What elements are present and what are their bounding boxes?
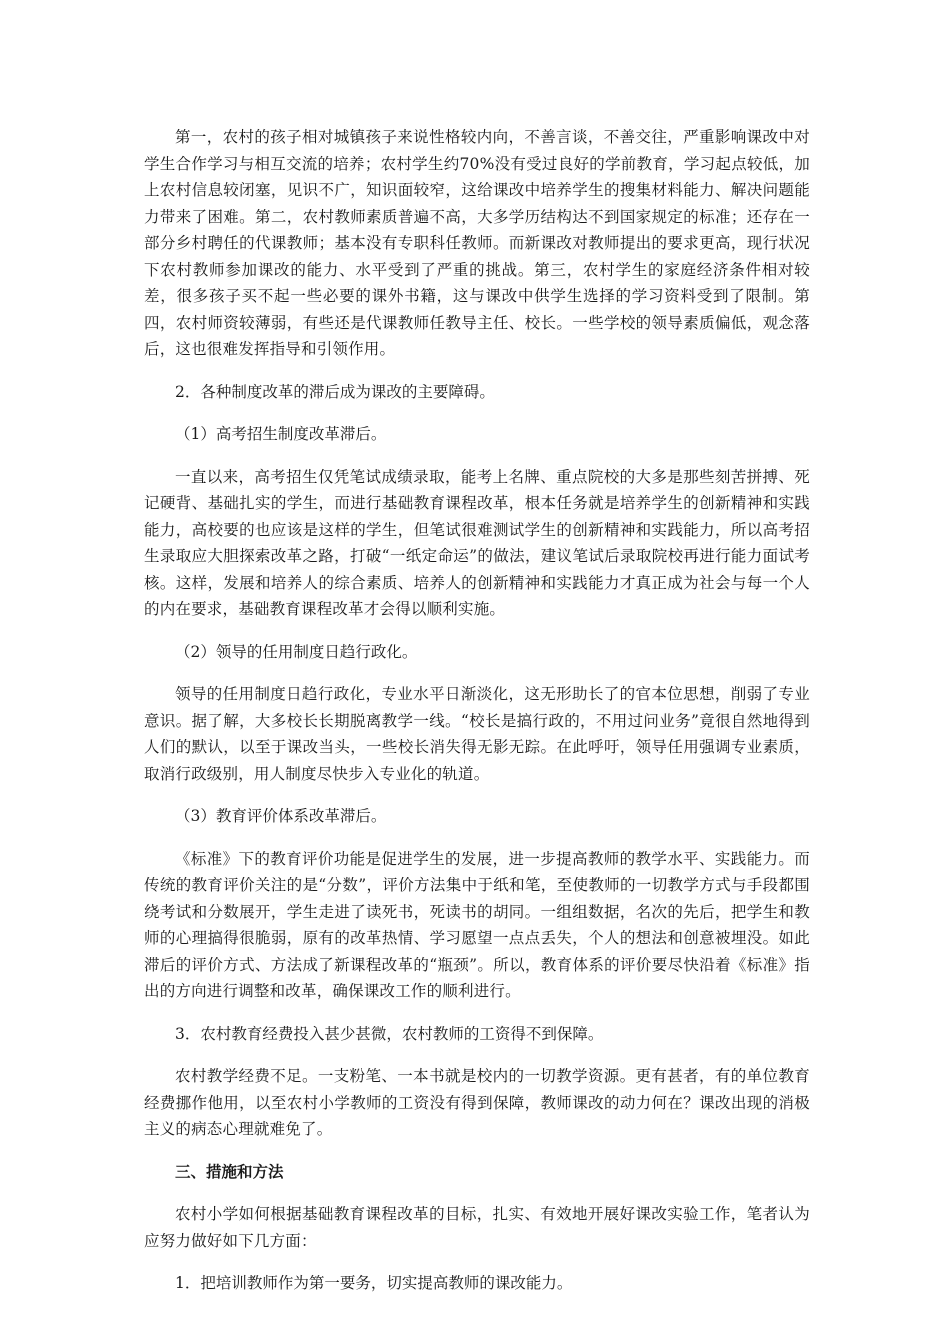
- point-3-heading: 3．农村教育经费投入甚少甚微，农村教师的工资得不到保障。: [175, 1024, 604, 1043]
- subpoint-1-heading: （1）高考招生制度改革滞后。: [175, 425, 387, 443]
- paragraph-rural-conditions: 第一，农村的孩子相对城镇孩子来说性格较内向，不善言谈，不善交往，严重影响课改中对学生合作学习与相互交流的培养；农村学生约70%没有受过良好的学前教育，学习起点较低，加上农村信息较闭塞，见识不广，知识面较窄，这给课改中培养学生的搜集材料能力、解决问题能力带来了困难。第二，农村教师素质普遍不高，大多学历结构达不到国家规定的标准；还存在一部分乡村聘任的代课教师；基本没有专职科任教师。而新课改对教师提出的要求更高，现行状况下农村教师参加课改的能力、水平受到了严重的挑战。第三，农村学生的家庭经济条件相对较差，很多孩子买不起一些必要的课外书籍，这与课改中供学生选择的学习资料受到了限制。第四，农村师资较薄弱，有些还是代课教师任教导主任、校长。一些学校的领导素质偏低，观念落后，这也很难发挥指导和引领作用。: [144, 128, 810, 358]
- document-page: [144, 124, 810, 1297]
- section-three-heading: 三、措施和方法: [175, 1162, 284, 1181]
- subpoint-3-heading: （3）教育评价体系改革滞后。: [175, 807, 387, 825]
- paragraph-measures-intro: 农村小学如何根据基础教育课程改革的目标，扎实、有效地开展好课改实验工作，笔者认为应努力做好如下几方面：: [144, 1205, 810, 1250]
- point-2-heading: 2．各种制度改革的滞后成为课改的主要障碍。: [175, 382, 495, 401]
- measure-1-heading: 1．把培训教师作为第一要务，切实提高教师的课改能力。: [175, 1274, 573, 1292]
- paragraph-funding: 农村教学经费不足。一支粉笔、一本书就是校内的一切教学资源。更有甚者，有的单位教育经费挪作他用，以至农村小学教师的工资没有得到保障，教师课改的动力何在？课改出现的消极主义的病态心理就难免了。: [144, 1067, 810, 1138]
- paragraph-evaluation: 《标准》下的教育评价功能是促进学生的发展，进一步提高教师的教学水平、实践能力。而传统的教育评价关注的是“分数”，评价方法集中于纸和笔，至使教师的一切教学方式与手段都围绕考试和分数展开，学生走进了读死书，死读书的胡同。一组组数据，名次的先后，把学生和教师的心理搞得很脆弱，原有的改革热情、学习愿望一点点丢失，个人的想法和创意被埋没。如此滞后的评价方式、方法成了新课程改革的“瓶颈”。所以，教育体系的评价要尽快沿着《标准》指出的方向进行调整和改革，确保课改工作的顺利进行。: [144, 849, 810, 1000]
- paragraph-exam-reform: 一直以来，高考招生仅凭笔试成绩录取，能考上名牌、重点院校的大多是那些刻苦拼搏、死记硬背、基础扎实的学生，而进行基础教育课程改革，根本任务就是培养学生的创新精神和实践能力，高校要的也应该是这样的学生，但笔试很难测试学生的创新精神和实践能力，所以高考招生录取应大胆探索改革之路，打破“一纸定命运”的做法，建议笔试后录取院校再进行能力面试考核。这样，发展和培养人的综合素质、培养人的创新精神和实践能力才真正成为社会与每一个人的内在要求，基础教育课程改革才会得以顺利实施。: [144, 467, 810, 618]
- paragraph-leadership: 领导的任用制度日趋行政化，专业水平日渐淡化，这无形助长了的官本位思想，削弱了专业意识。据了解，大多校长长期脱离教学一线。“校长是搞行政的，不用过问业务”竟很自然地得到人们的默认，以至于课改当头，一些校长消失得无影无踪。在此呼吁，领导任用强调专业素质，取消行政级别，用人制度尽快步入专业化的轨道。: [144, 685, 810, 783]
- subpoint-2-heading: （2）领导的任用制度日趋行政化。: [175, 642, 418, 661]
